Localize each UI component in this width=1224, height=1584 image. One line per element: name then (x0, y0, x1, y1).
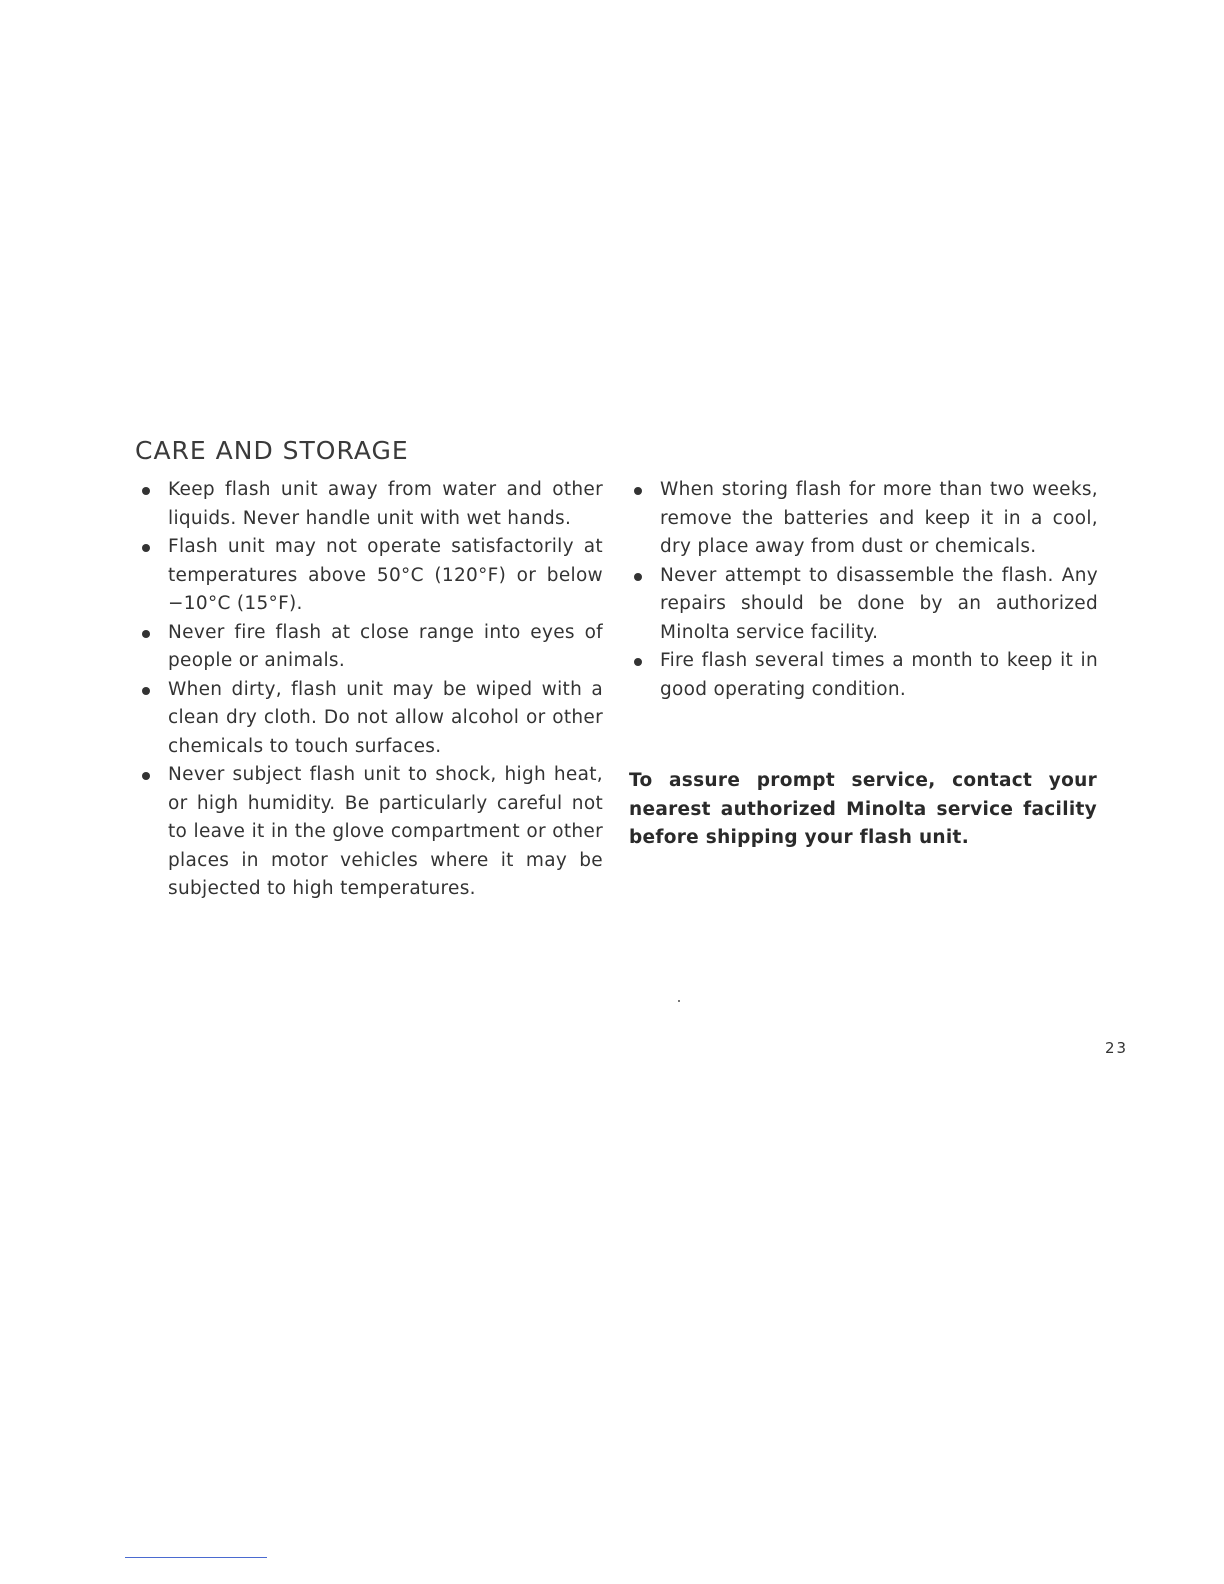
list-item (632, 562, 1098, 648)
left-column (140, 476, 603, 904)
list-item (140, 476, 603, 533)
list-item (140, 761, 603, 904)
bullet-icon (634, 658, 642, 666)
section-title: CARE AND STORAGE (135, 436, 409, 465)
right-column (632, 476, 1098, 704)
list-item-text: Never subject flash unit to shock, high heat, or high humidity. Be particularly careful not to leave it in the glove compartment or other places in motor vehicles where it may be subjected to high temperatures. (168, 764, 603, 899)
service-notice: To assure prompt service, contact your nearest authorized Minolta service facility before shipping your flash unit. (629, 770, 1097, 848)
list-item (140, 533, 603, 619)
list-item-text: Fire flash several times a month to keep it in good operating condition. (660, 650, 1098, 700)
list-item (632, 476, 1098, 562)
page-number: 23 (1105, 1039, 1129, 1057)
bullet-icon (142, 630, 150, 638)
bullet-icon (142, 487, 150, 495)
print-speck (678, 1000, 680, 1002)
bullet-icon (142, 772, 150, 780)
list-item (632, 647, 1098, 704)
list-item-text: Never attempt to disassemble the flash. Any repairs should be done by an authorized Minolta service facility. (660, 564, 1098, 643)
care-list-left (140, 476, 603, 904)
list-item (140, 676, 603, 762)
bullet-icon (142, 687, 150, 695)
list-item-text: Flash unit may not operate satisfactorily at temperatures above 50°C (120°F) or below −10°C (15°F). (168, 536, 603, 614)
bullet-icon (634, 487, 642, 495)
footer-rule (125, 1557, 267, 1558)
list-item-text: Never fire flash at close range into eyes of people or animals. (168, 621, 603, 671)
list-item (140, 619, 603, 676)
list-item-text: When storing flash for more than two weeks, remove the batteries and keep it in a cool, dry place away from dust or chemicals. (660, 479, 1098, 557)
bullet-icon (634, 573, 642, 581)
bullet-icon (142, 544, 150, 552)
care-list-right (632, 476, 1098, 704)
list-item-text: Keep flash unit away from water and other liquids. Never handle unit with wet hands. (168, 479, 603, 529)
list-item-text: When dirty, flash unit may be wiped with a clean dry cloth. Do not allow alcohol or other chemicals to touch surfaces. (168, 678, 603, 757)
